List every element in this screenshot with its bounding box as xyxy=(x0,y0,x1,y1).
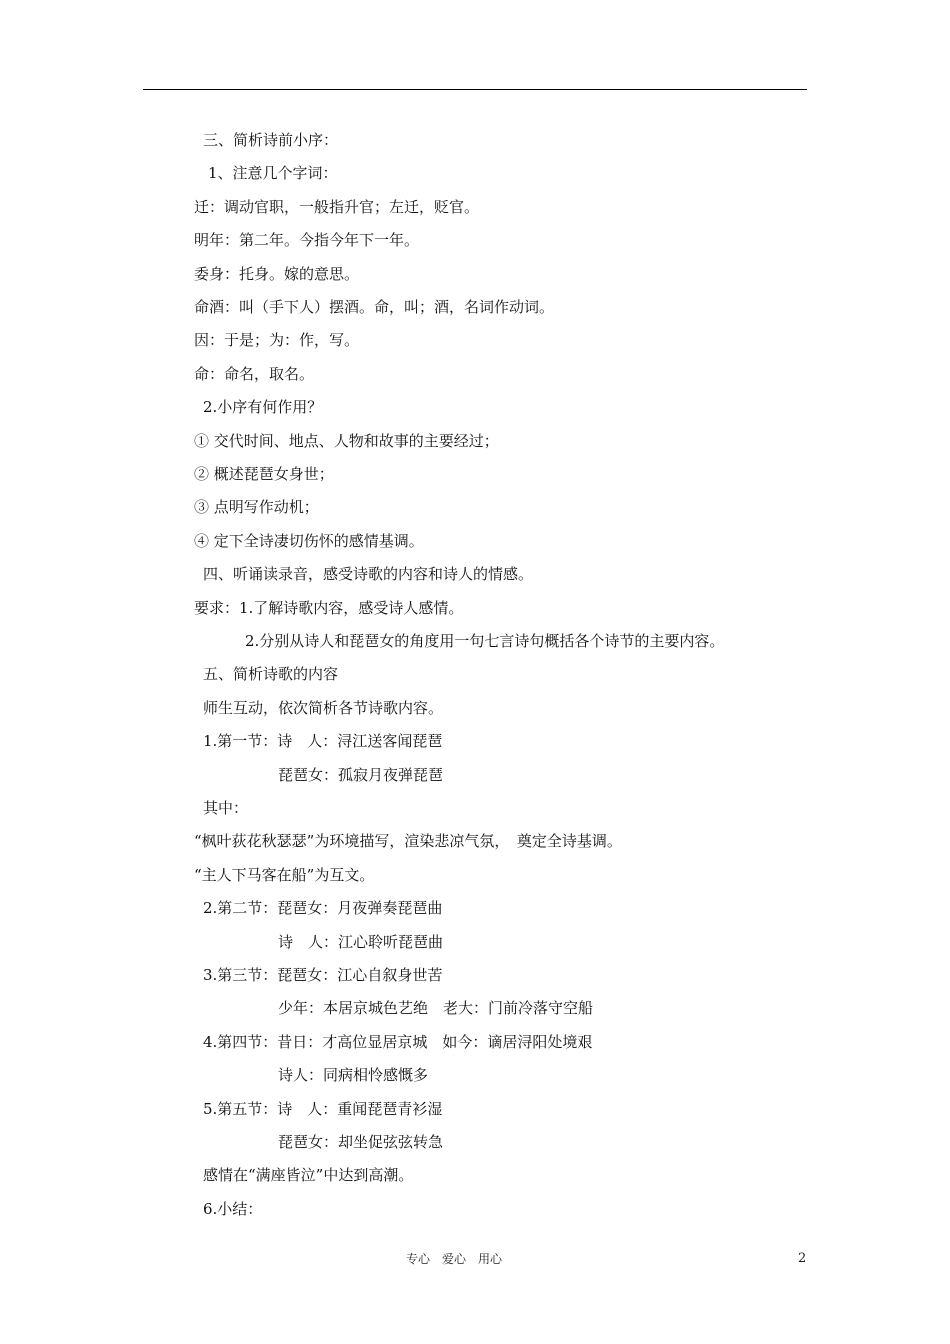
definition-line: 命酒：叫（手下人）摆酒。命，叫；酒，名词作动词。 xyxy=(194,298,555,316)
stanza-summary: 2.第二节：琵琶女：月夜弹奏琵琶曲 xyxy=(203,899,443,917)
list-item: ① 交代时间、地点、人物和故事的主要经过； xyxy=(194,432,499,450)
stanza-summary: 诗 人：江心聆听琵琶曲 xyxy=(278,933,444,951)
list-item: ③ 点明写作动机； xyxy=(194,498,319,516)
stanza-summary: 4.第四节：昔日：才高位显居京城 如今：谪居浔阳处境艰 xyxy=(203,1033,593,1051)
header-rule xyxy=(143,89,807,90)
requirement-line: 要求：1.了解诗歌内容，感受诗人感情。 xyxy=(194,599,464,617)
stanza-summary: 诗人：同病相怜感慨多 xyxy=(278,1066,429,1084)
footer-slogan: 专心 爱心 用心 xyxy=(406,1252,503,1266)
subsection-heading: 6.小结： xyxy=(203,1200,263,1218)
stanza-summary: 琵琶女：孤寂月夜弹琵琶 xyxy=(278,766,444,784)
definition-line: 因：于是；为：作，写。 xyxy=(194,331,360,349)
section-heading-5: 五、简析诗歌的内容 xyxy=(203,665,339,683)
list-item: ④ 定下全诗凄切伤怀的感情基调。 xyxy=(194,532,424,550)
definition-line: 命：命名，取名。 xyxy=(194,365,315,383)
definition-line: 迁：调动官职，一般指升官；左迁，贬官。 xyxy=(194,198,480,216)
requirement-line: 2.分别从诗人和琵琶女的角度用一句七言诗句概括各个诗节的主要内容。 xyxy=(245,632,725,650)
body-text: 其中： xyxy=(203,799,249,817)
subsection-heading-2: 2.小序有何作用？ xyxy=(203,398,323,416)
definition-line: 委身：托身。嫁的意思。 xyxy=(194,265,360,283)
list-item: ② 概述琵琶女身世； xyxy=(194,465,334,483)
stanza-summary: 1.第一节：诗 人：浔江送客闻琵琶 xyxy=(203,732,443,750)
body-text: “枫叶荻花秋瑟瑟”为环境描写，渲染悲凉气氛， 奠定全诗基调。 xyxy=(194,832,622,850)
stanza-summary: 3.第三节：琵琶女：江心自叙身世苦 xyxy=(203,966,443,984)
body-text: 感情在“满座皆泣”中达到高潮。 xyxy=(203,1166,414,1184)
page-number: 2 xyxy=(798,1251,807,1266)
definition-line: 明年：第二年。今指今年下一年。 xyxy=(194,231,420,249)
stanza-summary: 少年：本居京城色艺绝 老大：门前冷落守空船 xyxy=(278,999,594,1017)
stanza-summary: 琵琶女：却坐促弦弦转急 xyxy=(278,1133,444,1151)
section-heading-4: 四、听诵读录音，感受诗歌的内容和诗人的情感。 xyxy=(203,565,534,583)
body-text: 师生互动，依次简析各节诗歌内容。 xyxy=(203,699,444,717)
body-text: “主人下马客在船”为互文。 xyxy=(194,866,375,884)
stanza-summary: 5.第五节：诗 人：重闻琵琶青衫湿 xyxy=(203,1100,443,1118)
subsection-heading-1: 1、注意几个字词： xyxy=(208,164,338,182)
section-heading-3: 三、简析诗前小序： xyxy=(203,131,339,149)
